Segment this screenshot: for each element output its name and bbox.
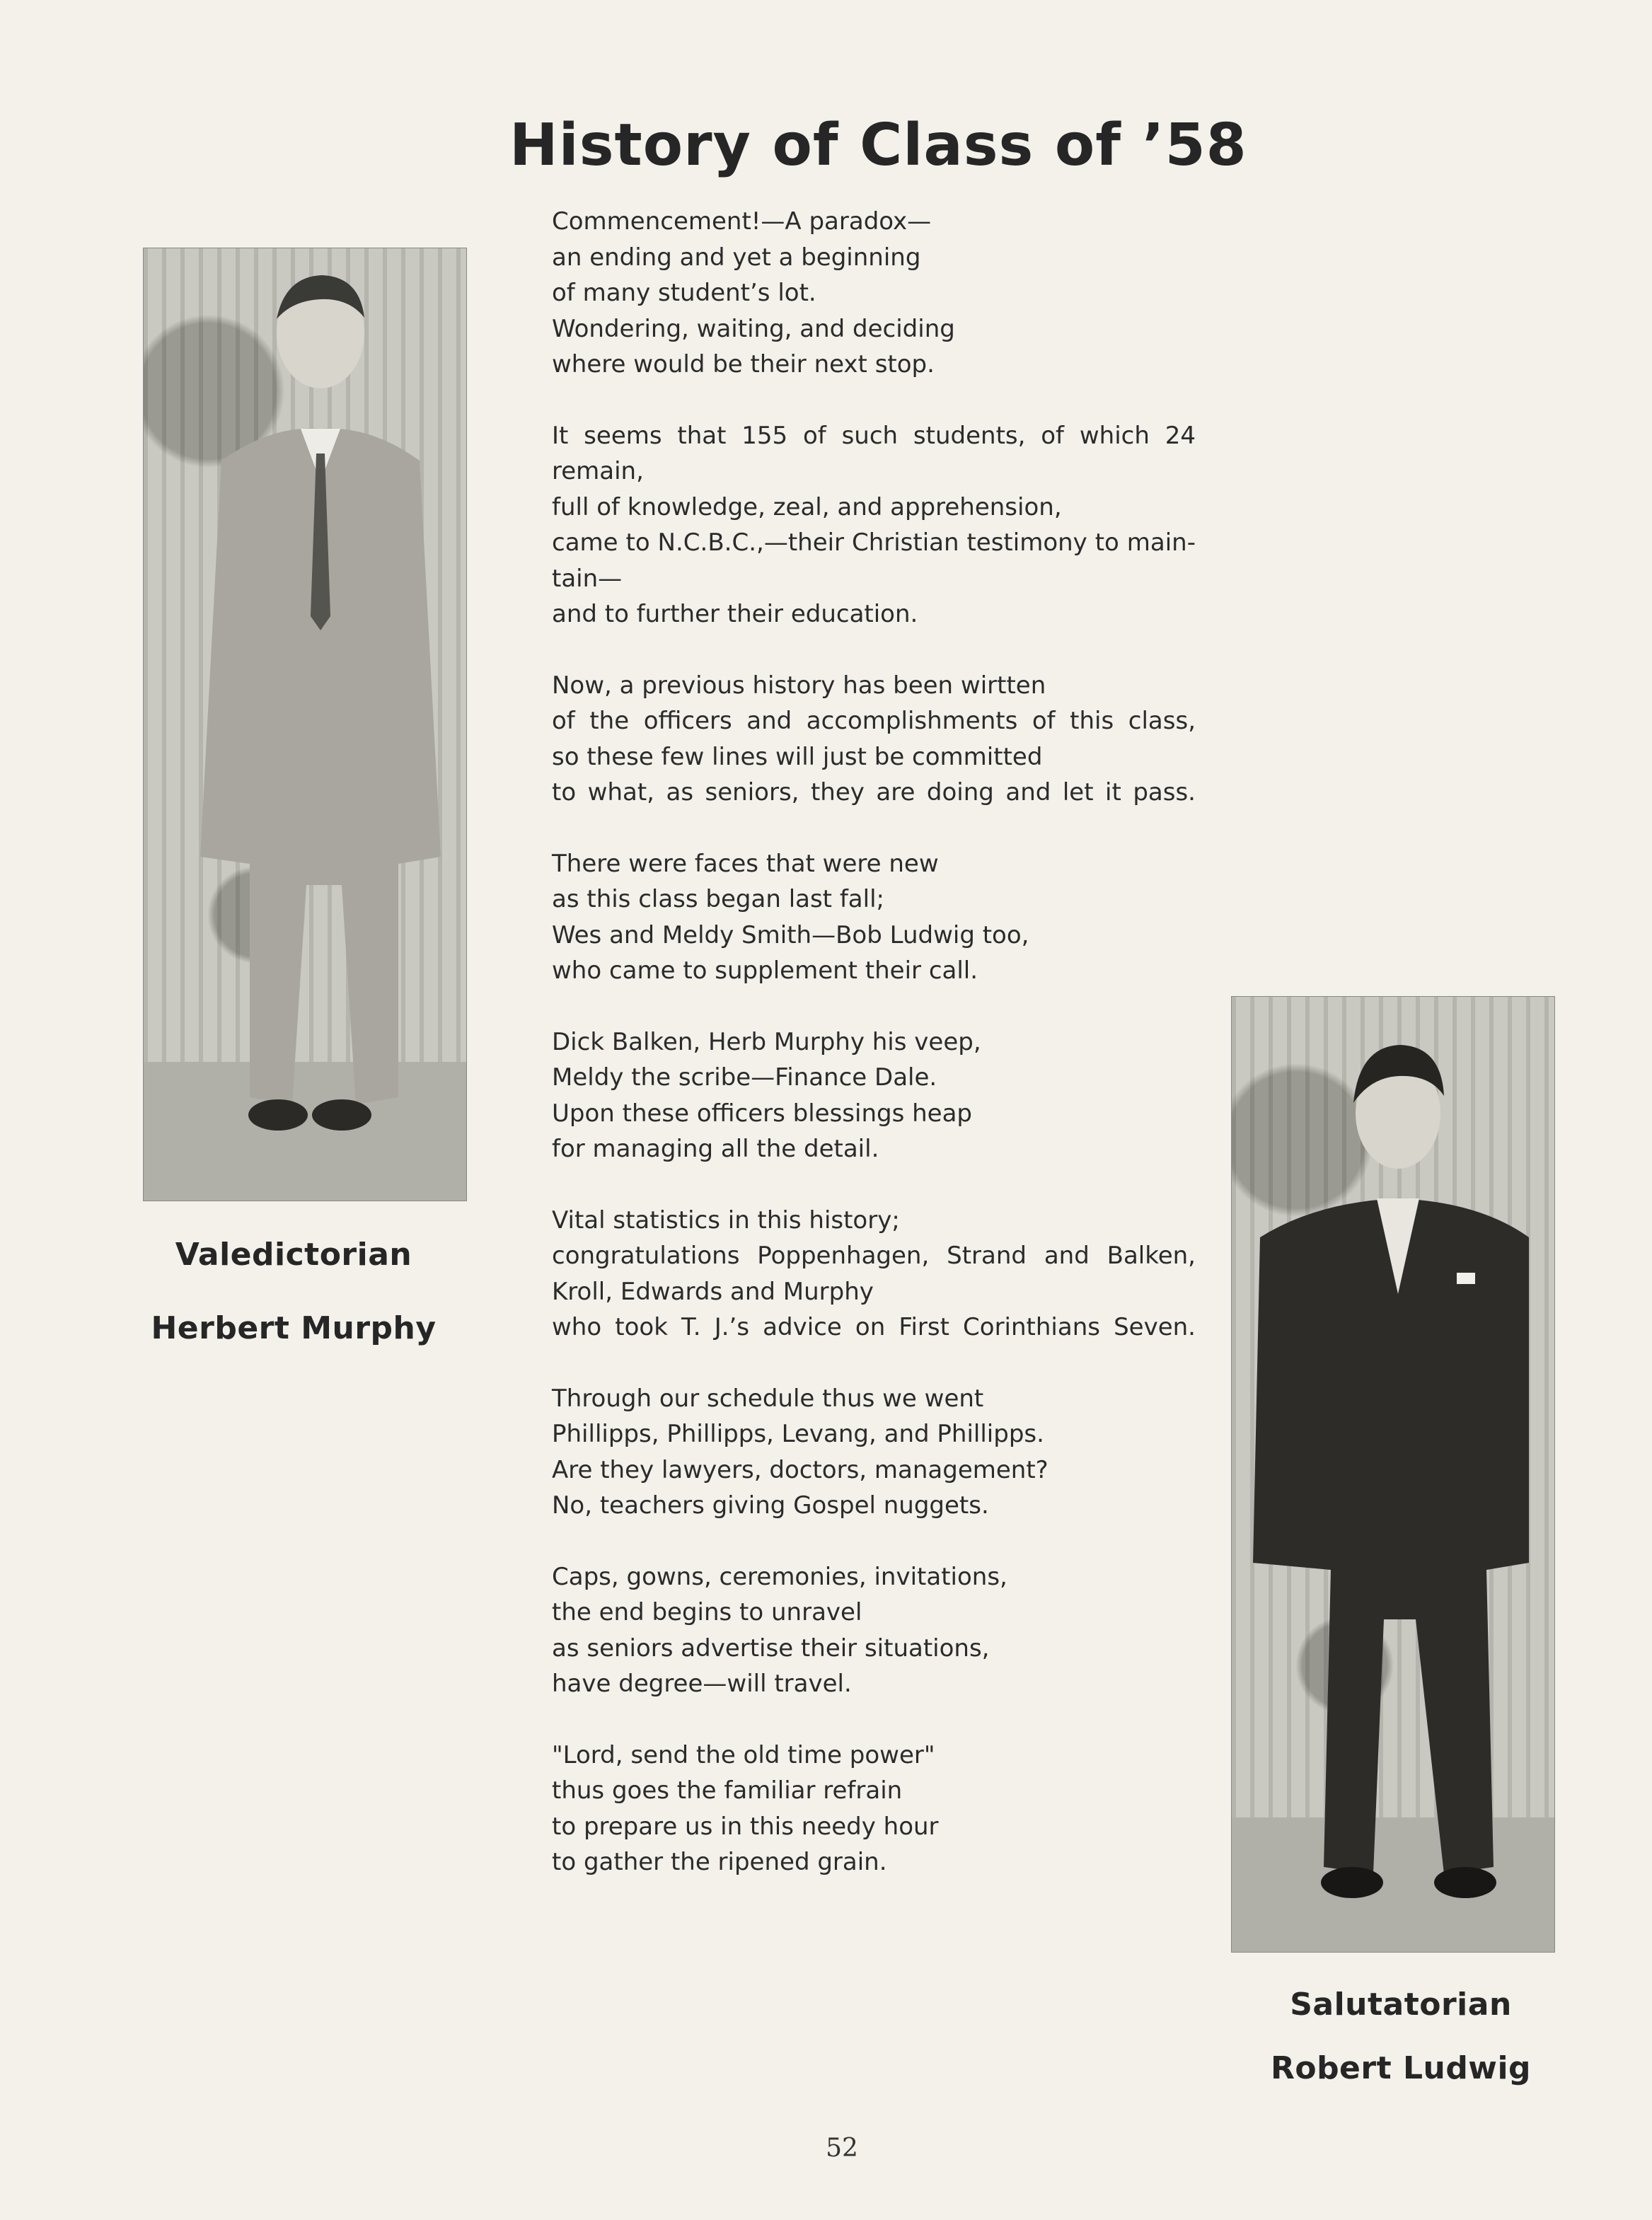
poem-line: who took T. J.’s advice on First Corinthians Seven. — [552, 1313, 1196, 1341]
poem-line: Upon these officers blessings heap — [552, 1099, 973, 1128]
poem-line: where would be their next stop. — [552, 350, 935, 378]
poem-line: congratulations Poppenhagen, Strand and Balken, — [552, 1242, 1196, 1270]
poem-line: Dick Balken, Herb Murphy his veep, — [552, 1027, 981, 1056]
poem-line: so these few lines will just be committed — [552, 742, 1043, 771]
poem-line: to what, as seniors, they are doing and let it pass. — [552, 778, 1196, 807]
poem-line: No, teachers giving Gospel nuggets. — [552, 1491, 989, 1520]
poem-line: Are they lawyers, doctors, management? — [552, 1455, 1049, 1484]
poem-stanza — [552, 418, 1196, 632]
poem-line: Wes and Meldy Smith—Bob Ludwig too, — [552, 920, 1029, 949]
valedictorian-figure — [144, 248, 466, 1201]
valedictorian-name: Herbert Murphy — [151, 1310, 437, 1346]
poem-stanza — [552, 1738, 1196, 1880]
page-number: 52 — [826, 2134, 858, 2163]
valedictorian-photo — [143, 248, 467, 1201]
poem-line: tain— — [552, 564, 623, 593]
poem-stanza — [552, 846, 1196, 989]
poem-line: Now, a previous history has been wirtten — [552, 671, 1046, 700]
poem-line: have degree—will travel. — [552, 1670, 852, 1698]
poem-line: for managing all the detail. — [552, 1135, 879, 1163]
poem-line: "Lord, send the old time power" — [552, 1740, 935, 1769]
poem-line: There were faces that were new — [552, 849, 939, 878]
salutatorian-photo — [1231, 996, 1555, 1953]
poem-line: thus goes the familiar refrain — [552, 1776, 903, 1805]
poem-line: Meldy the scribe—Finance Dale. — [552, 1063, 937, 1092]
poem-line: to prepare us in this needy hour — [552, 1812, 939, 1841]
poem-line: of the officers and accomplishments of this class, — [552, 707, 1196, 735]
poem-line: Through our schedule thus we went — [552, 1384, 984, 1413]
poem-line: as seniors advertise their situations, — [552, 1634, 990, 1663]
poem-stanza — [552, 204, 1196, 383]
poem-line: and to further their education. — [552, 600, 918, 628]
class-history-poem — [552, 204, 1196, 1916]
salutatorian-role: Salutatorian — [1290, 1987, 1512, 2023]
poem-stanza — [552, 1203, 1196, 1346]
poem-line: Caps, gowns, ceremonies, invitations, — [552, 1562, 1007, 1591]
poem-stanza — [552, 1381, 1196, 1524]
salutatorian-figure — [1232, 997, 1554, 1952]
poem-line: as this class began last fall; — [552, 885, 884, 913]
poem-line: to gather the ripened grain. — [552, 1848, 887, 1876]
poem-line: Phillipps, Phillipps, Levang, and Phillipps. — [552, 1420, 1044, 1448]
page-title: History of Class of ’58 — [509, 112, 1247, 179]
poem-line: who came to supplement their call. — [552, 956, 978, 985]
poem-line: full of knowledge, zeal, and apprehension, — [552, 492, 1062, 521]
poem-line: of many student’s lot. — [552, 279, 816, 307]
salutatorian-name: Robert Ludwig — [1270, 2050, 1532, 2086]
poem-line: Commencement!—A paradox— — [552, 207, 932, 236]
valedictorian-role: Valedictorian — [175, 1237, 412, 1273]
poem-stanza — [552, 1024, 1196, 1167]
poem-stanza — [552, 668, 1196, 811]
poem-stanza — [552, 1559, 1196, 1702]
poem-line: It seems that 155 of such students, of which 24 remain, — [552, 421, 1196, 485]
poem-line: an ending and yet a beginning — [552, 243, 921, 272]
poem-line: came to N.C.B.C.,—their Christian testimony to main- — [552, 528, 1196, 557]
poem-line: the end begins to unravel — [552, 1598, 862, 1626]
poem-line: Vital statistics in this history; — [552, 1206, 900, 1235]
poem-line: Kroll, Edwards and Murphy — [552, 1277, 874, 1306]
poem-line: Wondering, waiting, and deciding — [552, 314, 955, 343]
